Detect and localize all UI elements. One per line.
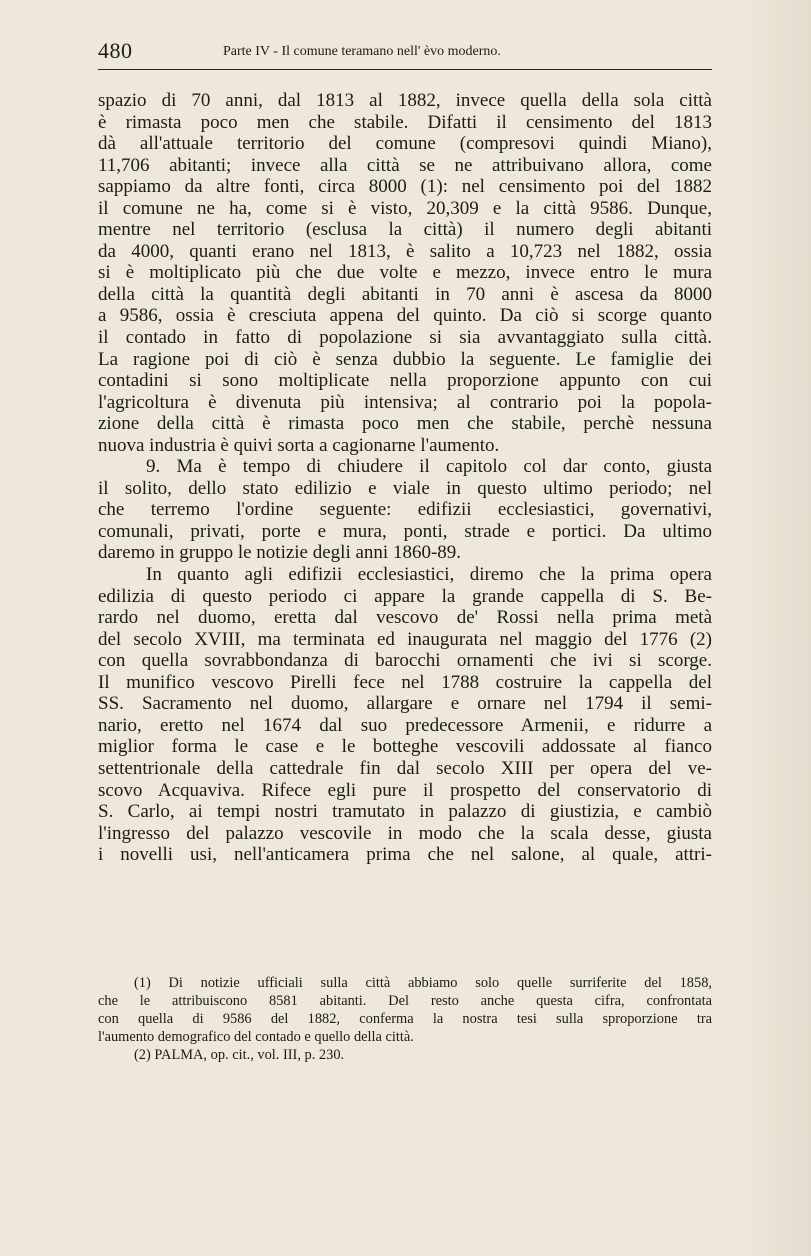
text-line: La ragione poi di ciò è senza dubbio la seguente. Le famiglie dei [98,348,712,370]
text-line: nuova industria è quivi sorta a cagionarne l'aumento. [98,434,500,456]
body-text [98,90,712,866]
text-line: a 9586, ossia è cresciuta appena del quinto. Da ciò si scorge quanto [98,305,712,327]
text-line: mentre nel territorio (esclusa la città) il numero degli abitanti [98,219,712,241]
text-line: zione della città è rimasta poco men che stabile, perchè nessuna [98,413,712,435]
page-edge-shadow [741,0,811,1256]
text-line: S. Carlo, ai tempi nostri tramutato in palazzo di giustizia, e cambiò [98,801,712,823]
footnote-line: che le attribuiscono 8581 abitanti. Del resto anche questa cifra, confrontata [98,993,712,1009]
text-line: 9. Ma è tempo di chiudere il capitolo col dar conto, giusta [146,456,712,478]
text-line: che terremo l'ordine seguente: edifizii ecclesiastici, governativi, [98,499,712,521]
text-line: della città la quantità degli abitanti in 70 anni è ascesa da 8000 [98,283,712,305]
text-line: settentrionale della cattedrale fin dal secolo XIII per opera del ve- [98,757,712,779]
text-line: miglior forma le case e le botteghe vescovili addossate al fianco [98,736,712,758]
text-line: è rimasta poco men che stabile. Difatti il censimento del 1813 [98,111,712,133]
text-line: sappiamo da altre fonti, circa 8000 (1): nel censimento poi del 1882 [98,176,712,198]
footnote-line: l'aumento demografico del contado e quello della città. [98,1029,414,1045]
text-line: comunali, privati, porte e mura, ponti, strade e portici. Da ultimo [98,520,712,542]
footnotes [98,974,712,1064]
text-line: con quella sovrabbondanza di barocchi ornamenti che ivi si scorge. [98,650,712,672]
text-line: i novelli usi, nell'anticamera prima che nel salone, al quale, attri- [98,844,712,866]
text-line: si è moltiplicato più che due volte e mezzo, invece entro le mura [98,262,712,284]
page-number: 480 [98,38,133,63]
text-line: l'agricoltura è divenuta più intensiva; al contrario poi la popola- [98,391,712,413]
footnote-line: (1) Di notizie ufficiali sulla città abbiamo solo quelle surriferite del 1858, [134,975,712,991]
header-rule [98,69,712,70]
text-line: contadini si sono moltiplicate nella proporzione appunto con cui [98,370,712,392]
text-line: del secolo XVIII, ma terminata ed inaugurata nel maggio del 1776 (2) [98,628,712,650]
footnote-line: con quella di 9586 del 1882, conferma la nostra tesi sulla sproporzione tra [98,1011,712,1027]
text-line: SS. Sacramento nel duomo, allargare e ornare nel 1794 il semi- [98,693,712,715]
running-head: Parte IV - Il comune teramano nell' èvo moderno. [223,44,501,59]
text-line: Il munifico vescovo Pirelli fece nel 1788 costruire la cappella del [98,671,712,693]
text-line: dà all'attuale territorio del comune (compresovi quindi Miano), [98,133,712,155]
text-line: daremo in gruppo le notizie degli anni 1860-89. [98,542,462,564]
text-line: 11,706 abitanti; invece alla città se ne attribuivano allora, come [98,154,712,176]
text-line: edilizia di questo periodo ci appare la grande cappella di S. Be- [98,585,712,607]
text-line: il contado in fatto di popolazione si sia avvantaggiato sulla città. [98,327,712,349]
text-line: da 4000, quanti erano nel 1813, è salito a 10,723 nel 1882, ossia [98,240,712,262]
text-line: il comune ne ha, come si è visto, 20,309 e la città 9586. Dunque, [98,197,712,219]
text-line: rardo nel duomo, eretta dal vescovo de' Rossi nella prima metà [98,607,712,629]
text-line: il solito, dello stato edilizio e viale in questo ultimo periodo; nel [98,477,712,499]
text-line: l'ingresso del palazzo vescovile in modo che la scala desse, giusta [98,822,712,844]
text-line: spazio di 70 anni, dal 1813 al 1882, invece quella della sola città [98,90,712,111]
text-line: scovo Acquaviva. Rifece egli pure il prospetto del conservatorio di [98,779,712,801]
text-line: nario, eretto nel 1674 dal suo predecessore Armenii, e ridurre a [98,714,712,736]
text-line: In quanto agli edifizii ecclesiastici, diremo che la prima opera [146,564,712,586]
page-header [98,38,712,70]
footnote-line: (2) PALMA, op. cit., vol. III, p. 230. [134,1047,345,1063]
